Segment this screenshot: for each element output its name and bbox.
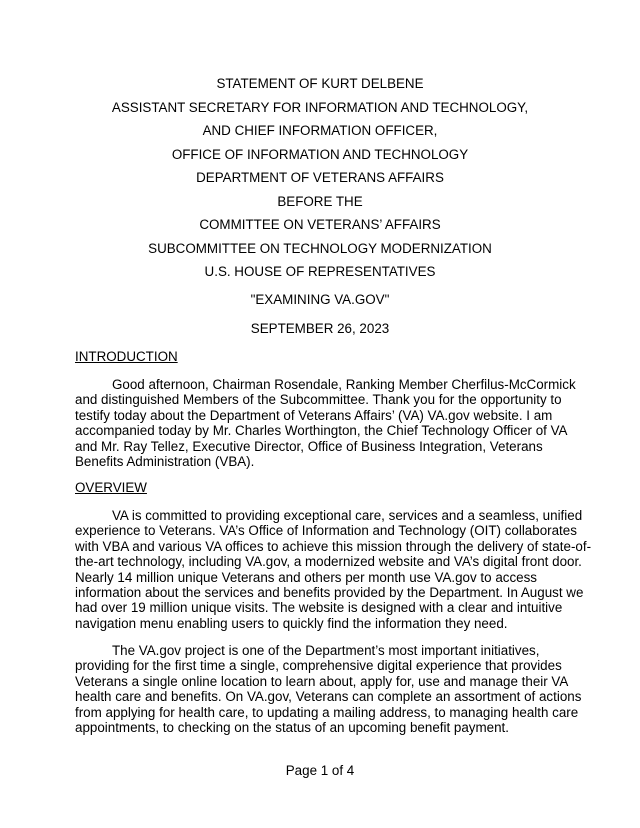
header-line: ASSISTANT SECRETARY FOR INFORMATION AND TECHNOLOGY,	[111, 99, 529, 115]
introduction-heading: INTRODUCTION	[75, 349, 178, 364]
paragraph-line: appointments, to checking on the status of an upcoming benefit payment.	[75, 720, 509, 736]
paragraph-line: accompanied today by Mr. Charles Worthington, the Chief Technology Officer of VA	[75, 423, 568, 439]
paragraph-line: providing for the first time a single, comprehensive digital experience that provides	[75, 658, 562, 674]
paragraph-line: The VA.gov project is one of the Department’s most important initiatives,	[112, 643, 540, 658]
paragraph-line: and Mr. Ray Tellez, Executive Director, Office of Business Integration, Veterans	[75, 438, 543, 454]
overview-paragraph-2	[75, 643, 582, 736]
introduction-paragraph	[75, 377, 575, 469]
hearing-date: SEPTEMBER 26, 2023	[250, 321, 390, 336]
header-line: OFFICE OF INFORMATION AND TECHNOLOGY	[171, 146, 469, 162]
header-line: COMMITTEE ON VETERANS’ AFFAIRS	[199, 217, 441, 232]
statement-header	[0, 72, 640, 284]
page-number: Page 1 of 4	[285, 763, 355, 778]
paragraph-line: the-art technology, including VA.gov, a modernized website and VA’s digital front door.	[75, 554, 582, 570]
hearing-title: "EXAMINING VA.GOV"	[250, 292, 390, 307]
paragraph-line: VA is committed to providing exceptional care, services and a seamless, unified	[112, 508, 583, 523]
paragraph-line: Veterans a single online location to learn about, apply for, use and manage their VA	[75, 673, 569, 689]
header-line: U.S. HOUSE OF REPRESENTATIVES	[204, 264, 436, 279]
paragraph-line: Benefits Administration (VBA).	[75, 454, 255, 470]
header-line: DEPARTMENT OF VETERANS AFFAIRS	[196, 170, 444, 185]
paragraph-line: testify today about the Department of Veterans Affairs’ (VA) VA.gov website. I am	[75, 407, 553, 423]
paragraph-line: health care and benefits. On VA.gov, Veterans can complete an assortment of actions	[75, 689, 582, 705]
overview-paragraph-1	[75, 508, 592, 631]
paragraph-line: and distinguished Members of the Subcommittee. Thank you for the opportunity to	[75, 392, 562, 408]
header-line: BEFORE THE	[277, 193, 363, 209]
paragraph-line: navigation menu enabling users to quickly find the information they need.	[75, 615, 508, 631]
overview-heading: OVERVIEW	[75, 480, 147, 495]
paragraph-line: with VBA and various VA offices to achieve this mission through the delivery of state-of-	[75, 538, 592, 554]
paragraph-line: from applying for health care, to updating a mailing address, to managing health care	[75, 704, 579, 720]
paragraph-line: Nearly 14 million unique Veterans and others per month use VA.gov to access	[75, 569, 537, 585]
paragraph-line: experience to Veterans. VA’s Office of Information and Technology (OIT) collaborates	[75, 523, 577, 539]
header-line: SUBCOMMITTEE ON TECHNOLOGY MODERNIZATION	[148, 240, 492, 256]
paragraph-line: had over 19 million unique visits. The website is designed with a clear and intuitive	[75, 600, 563, 616]
paragraph-line: information about the services and benefits provided by the Department. In August we	[75, 585, 584, 601]
header-line: STATEMENT OF KURT DELBENE	[216, 76, 424, 91]
paragraph-line: Good afternoon, Chairman Rosendale, Ranking Member Cherfilus-McCormick	[112, 377, 576, 392]
header-line: AND CHIEF INFORMATION OFFICER,	[202, 123, 438, 138]
